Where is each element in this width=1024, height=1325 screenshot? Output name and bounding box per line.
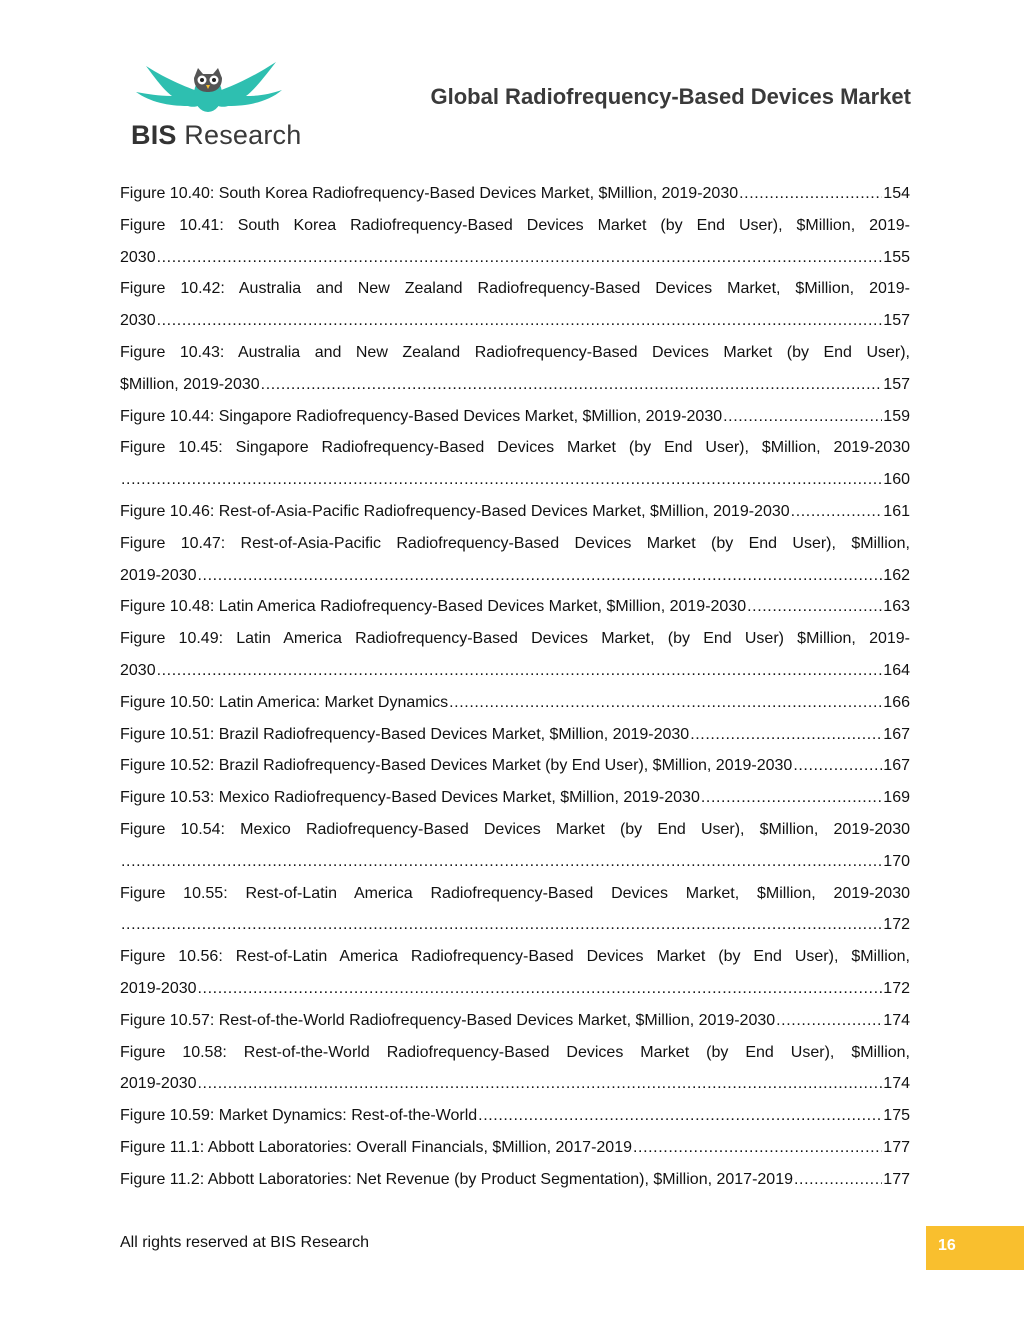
toc-entry-text: Figure 10.45: Singapore Radiofrequency-Based Devices Market (by End User), $Million, 2019-2030 — [120, 439, 910, 457]
toc-entry[interactable] — [120, 719, 910, 751]
toc-page-number: 174 — [883, 1011, 910, 1029]
toc-page-number: 160 — [883, 471, 910, 489]
dot-leader — [701, 782, 882, 814]
toc-page-number: 154 — [883, 185, 910, 202]
toc-entry[interactable] — [120, 496, 910, 528]
toc-page-number: 167 — [883, 757, 910, 775]
toc-entry-text: 2030 — [120, 312, 156, 330]
dot-leader — [794, 1164, 882, 1196]
toc-entry[interactable] — [120, 1164, 910, 1196]
toc-entry[interactable] — [120, 528, 910, 592]
toc-page-number: 172 — [883, 979, 910, 997]
toc-entry[interactable] — [120, 623, 910, 687]
dot-leader — [739, 178, 882, 210]
dot-leader — [261, 369, 883, 401]
toc-entry[interactable] — [120, 1100, 910, 1132]
dot-leader — [198, 973, 883, 1005]
owl-icon — [128, 60, 288, 120]
dot-leader — [121, 846, 882, 878]
toc-entry-text: Figure 10.43: Australia and New Zealand Radiofrequency-Based Devices Market (by End User), — [120, 343, 910, 361]
toc-page-number: 166 — [883, 693, 910, 711]
toc-page-number: 170 — [883, 852, 910, 870]
dot-leader — [157, 305, 883, 337]
copyright-notice: All rights reserved at BIS Research — [120, 1234, 369, 1251]
toc-entry-text: Figure 10.50: Latin America: Market Dynamics — [120, 693, 449, 711]
toc-entry-text: Figure 10.57: Rest-of-the-World Radiofrequency-Based Devices Market, $Million, 2019-2030 — [120, 1011, 776, 1029]
dot-leader — [793, 750, 882, 782]
toc-entry[interactable] — [120, 337, 910, 401]
toc-entry[interactable] — [120, 814, 910, 878]
toc-entry-text: Figure 10.46: Rest-of-Asia-Pacific Radiofrequency-Based Devices Market, $Million, 2019-2030 — [120, 502, 790, 520]
dot-leader — [747, 591, 882, 623]
toc-entry-text: 2030 — [120, 661, 156, 679]
page-header — [0, 0, 1024, 160]
toc-entry[interactable] — [120, 1132, 910, 1164]
toc-page-number: 161 — [883, 502, 910, 520]
toc-page-number: 177 — [883, 1138, 910, 1156]
toc-entry-text: Figure 10.54: Mexico Radiofrequency-Based Devices Market (by End User), $Million, 2019-2030 — [120, 820, 910, 838]
toc-entry-text: Figure 10.52: Brazil Radiofrequency-Based Devices Market (by End User), $Million, 2019-2030 — [120, 757, 793, 775]
toc-page-number: 174 — [883, 1075, 910, 1093]
toc-page-number: 175 — [883, 1107, 910, 1125]
toc-entry-text: 2030 — [120, 248, 156, 266]
toc-entry-text: Figure 10.55: Rest-of-Latin America Radiofrequency-Based Devices Market, $Million, 2019-2030 — [120, 884, 910, 902]
toc-page-number: 177 — [883, 1170, 910, 1188]
toc-entry[interactable] — [120, 1037, 910, 1101]
dot-leader — [690, 719, 882, 751]
toc-entry[interactable] — [120, 401, 910, 433]
toc-entry[interactable] — [120, 432, 910, 496]
toc-page-number: 164 — [883, 661, 910, 679]
toc-entry[interactable] — [120, 178, 910, 210]
toc-entry-text: Figure 11.1: Abbott Laboratories: Overall Financials, $Million, 2017-2019 — [120, 1138, 632, 1156]
toc-entry-text: Figure 10.42: Australia and New Zealand Radiofrequency-Based Devices Market, $Million, 2019- — [120, 280, 910, 298]
toc-entry-text: Figure 10.48: Latin America Radiofrequency-Based Devices Market, $Million, 2019-2030 — [120, 598, 747, 616]
dot-leader — [723, 401, 882, 433]
toc-entry-text: 2019-2030 — [120, 1075, 197, 1093]
toc-entry-text: Figure 10.44: Singapore Radiofrequency-Based Devices Market, $Million, 2019-2030 — [120, 407, 723, 425]
toc-page-number: 162 — [883, 566, 910, 584]
list-of-figures — [120, 178, 910, 1196]
toc-page-number: 172 — [883, 916, 910, 934]
bis-research-wordmark: BIS Research — [131, 120, 302, 150]
dot-leader — [776, 1005, 882, 1037]
dot-leader — [157, 655, 883, 687]
toc-entry[interactable] — [120, 878, 910, 942]
dot-leader — [449, 687, 882, 719]
toc-page-number: 163 — [883, 598, 910, 616]
toc-entry-text: Figure 10.58: Rest-of-the-World Radiofrequency-Based Devices Market (by End User), $Million, — [120, 1043, 910, 1061]
toc-entry-text: Figure 10.53: Mexico Radiofrequency-Based Devices Market, $Million, 2019-2030 — [120, 789, 700, 807]
toc-entry-text: 2019-2030 — [120, 566, 197, 584]
toc-entry[interactable] — [120, 687, 910, 719]
page-number: 16 — [938, 1237, 956, 1254]
toc-entry[interactable] — [120, 210, 910, 274]
toc-page-number: 169 — [883, 789, 910, 807]
toc-entry-text: Figure 10.59: Market Dynamics: Rest-of-the-World — [120, 1107, 478, 1125]
dot-leader — [478, 1100, 882, 1132]
toc-entry-text: Figure 10.56: Rest-of-Latin America Radiofrequency-Based Devices Market (by End User), $Million, — [120, 948, 910, 966]
dot-leader — [198, 560, 883, 592]
toc-entry-text: Figure 10.40: South Korea Radiofrequency-Based Devices Market, $Million, 2019-2030 — [120, 185, 739, 202]
toc-entry-text: Figure 10.41: South Korea Radiofrequency-Based Devices Market (by End User), $Million, 2019- — [120, 216, 910, 234]
toc-entry-text: Figure 10.47: Rest-of-Asia-Pacific Radiofrequency-Based Devices Market (by End User), $Million, — [120, 534, 910, 552]
toc-entry[interactable] — [120, 273, 910, 337]
dot-leader — [198, 1068, 883, 1100]
toc-entry-text: Figure 10.49: Latin America Radiofrequency-Based Devices Market, (by End User) $Million, 2019- — [120, 630, 910, 648]
toc-page-number: 157 — [883, 312, 910, 330]
toc-entry-text: 2019-2030 — [120, 979, 197, 997]
toc-entry[interactable] — [120, 782, 910, 814]
toc-entry-text: Figure 11.2: Abbott Laboratories: Net Revenue (by Product Segmentation), $Million, 2017-2019 — [120, 1170, 793, 1188]
toc-page-number: 167 — [883, 725, 910, 743]
toc-entry[interactable] — [120, 1005, 910, 1037]
dot-leader — [791, 496, 883, 528]
dot-leader — [157, 242, 883, 274]
toc-page-number: 155 — [883, 248, 910, 266]
toc-page-number: 159 — [883, 407, 910, 425]
toc-entry[interactable] — [120, 941, 910, 1005]
document-title: Global Radiofrequency-Based Devices Market — [430, 84, 911, 109]
dot-leader — [633, 1132, 882, 1164]
dot-leader — [121, 909, 882, 941]
toc-entry[interactable] — [120, 591, 910, 623]
page-number-badge — [926, 1226, 1024, 1270]
toc-entry-text: Figure 10.51: Brazil Radiofrequency-Based Devices Market, $Million, 2019-2030 — [120, 725, 690, 743]
toc-entry[interactable] — [120, 750, 910, 782]
toc-entry-text: $Million, 2019-2030 — [120, 375, 260, 393]
toc-page-number: 157 — [883, 375, 910, 393]
dot-leader — [121, 464, 882, 496]
